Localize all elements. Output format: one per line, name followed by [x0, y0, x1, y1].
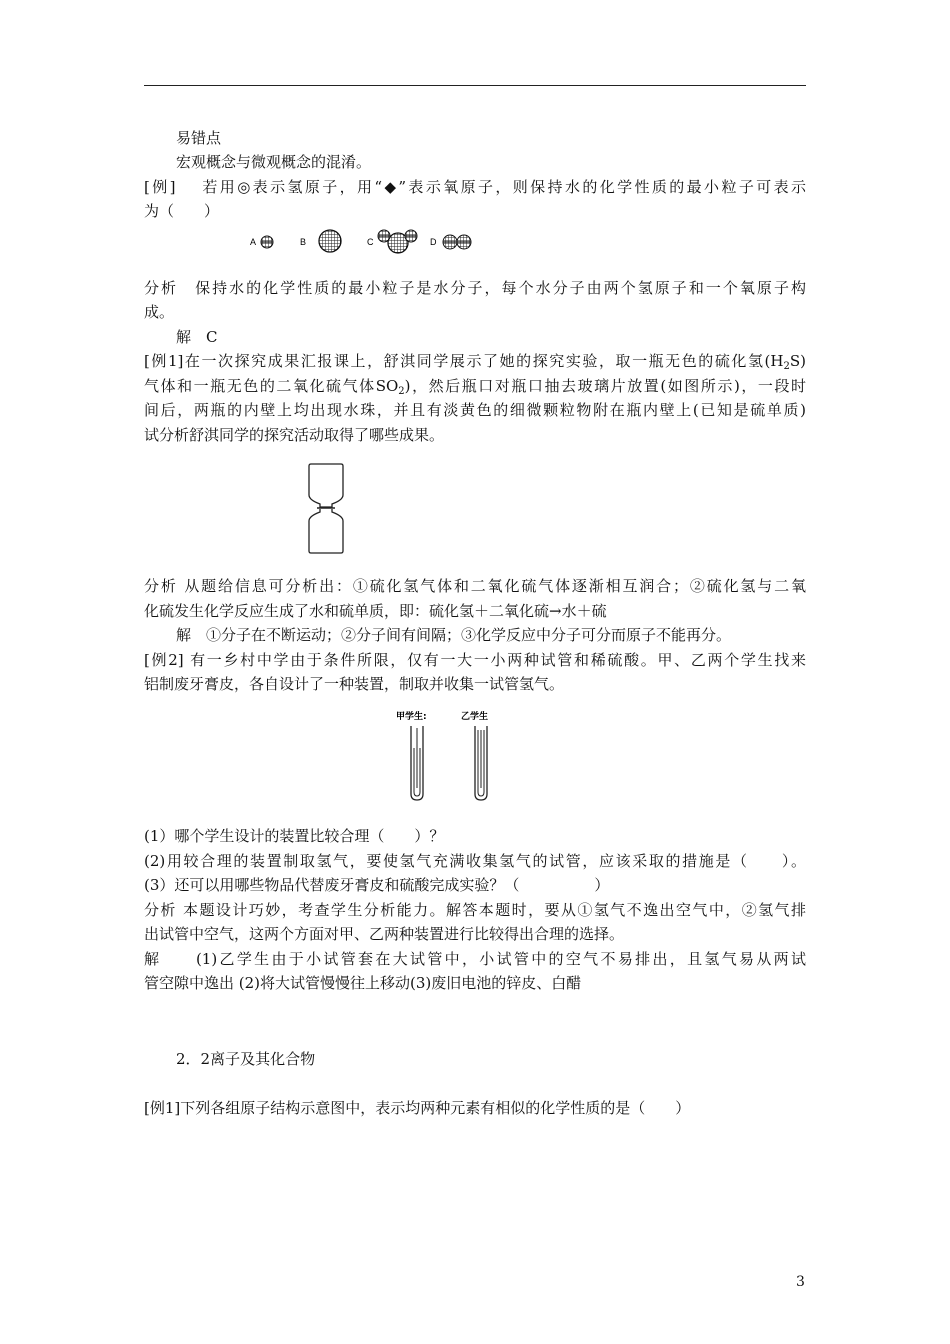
text-line: 气体和一瓶无色的二氧化硫气体$SO_2$)，然后瓶口对瓶口抽去玻璃片放置(如图所示)，一段时	[144, 377, 807, 397]
text-line: 分析 从题给信息可分析出：①硫化氢气体和二氧化硫气体逐渐相互润合；②硫化氢与二氧	[144, 577, 806, 595]
text-line: [例1]下列各组原子结构示意图中，表示均两种元素有相似的化学性质的是（ ）	[144, 1099, 691, 1117]
answer-line: 解 ①分子在不断运动；②分子间有间隔；③化学反应中分子可分而原子不能再分。	[176, 626, 732, 644]
molecule-options-figure	[250, 228, 480, 260]
option-a-label: A	[250, 237, 257, 247]
text-line: 间后，两瓶的内壁上均出现水珠，并且有淡黄色的细微颗粒物附在瓶内壁上(已知是硫单质)	[144, 401, 806, 419]
student-yi-label: 乙学生	[461, 712, 489, 722]
question-1: (1）哪个学生设计的装置比较合理（ ）？	[144, 827, 445, 845]
text-line: 管空隙中逸出 (2)将大试管慢慢往上移动(3)废旧电池的锌皮、白醋	[144, 974, 582, 992]
text-line: 宏观概念与微观概念的混淆。	[176, 153, 372, 171]
gas-bottles-figure	[306, 462, 346, 556]
answer-line: 解 C	[176, 328, 218, 346]
text-line: 铝制废牙膏皮，各自设计了一种装置，制取并收集一试管氢气。	[144, 675, 565, 693]
text-line: 化硫发生化学反应生成了水和硫单质，即：硫化氢＋二氧化硫→水＋硫	[144, 602, 607, 620]
answer-line: 解 (1)乙学生由于小试管套在大试管中，小试管中的空气不易排出，且氢气易从两试	[144, 950, 806, 968]
student-jia-label: 甲学生:	[396, 712, 427, 722]
question-3: (3）还可以用哪些物品代替废牙膏皮和硫酸完成实验？（ ）	[144, 876, 610, 894]
text-line: 分析 保持水的化学性质的最小粒子是水分子，每个水分子由两个氢原子和一个氧原子构	[144, 279, 806, 297]
text-line: 分析 本题设计巧妙，考查学生分析能力。解答本题时，要从①氢气不逸出空气中，②氢气排	[144, 901, 806, 919]
text-line: 成。	[144, 303, 175, 321]
text-line: 出试管中空气，这两个方面对甲、乙两种装置进行比较得出合理的选择。	[144, 925, 625, 943]
text-line: [例1]在一次探究成果汇报课上，舒淇同学展示了她的探究实验，取一瓶无色的硫化氢$(H_2S)$	[144, 352, 806, 372]
option-b-label: B	[300, 237, 307, 247]
test-tubes-figure	[396, 708, 496, 804]
text-line: 为（ ）	[144, 202, 220, 220]
heading-error-point: 易错点	[176, 129, 222, 147]
section-heading: 2．2离子及其化合物	[176, 1050, 316, 1068]
page-number: 3	[796, 1274, 805, 1290]
text-line: [例2] 有一乡村中学由于条件所限，仅有一大一小两种试管和稀硫酸。甲、乙两个学生找来	[144, 651, 806, 669]
question-2: (2)用较合理的装置制取氢气，要使氢气充满收集氢气的试管，应该采取的措施是（ ）。	[144, 852, 806, 870]
option-d-label: D	[430, 237, 437, 247]
text-line: 试分析舒淇同学的探究活动取得了哪些成果。	[144, 426, 445, 444]
option-c-label: C	[367, 237, 374, 247]
text-line: [例] 若用◎表示氢原子，用“◆”表示氧原子，则保持水的化学性质的最小粒子可表示	[144, 178, 806, 196]
header-rule	[144, 85, 806, 86]
